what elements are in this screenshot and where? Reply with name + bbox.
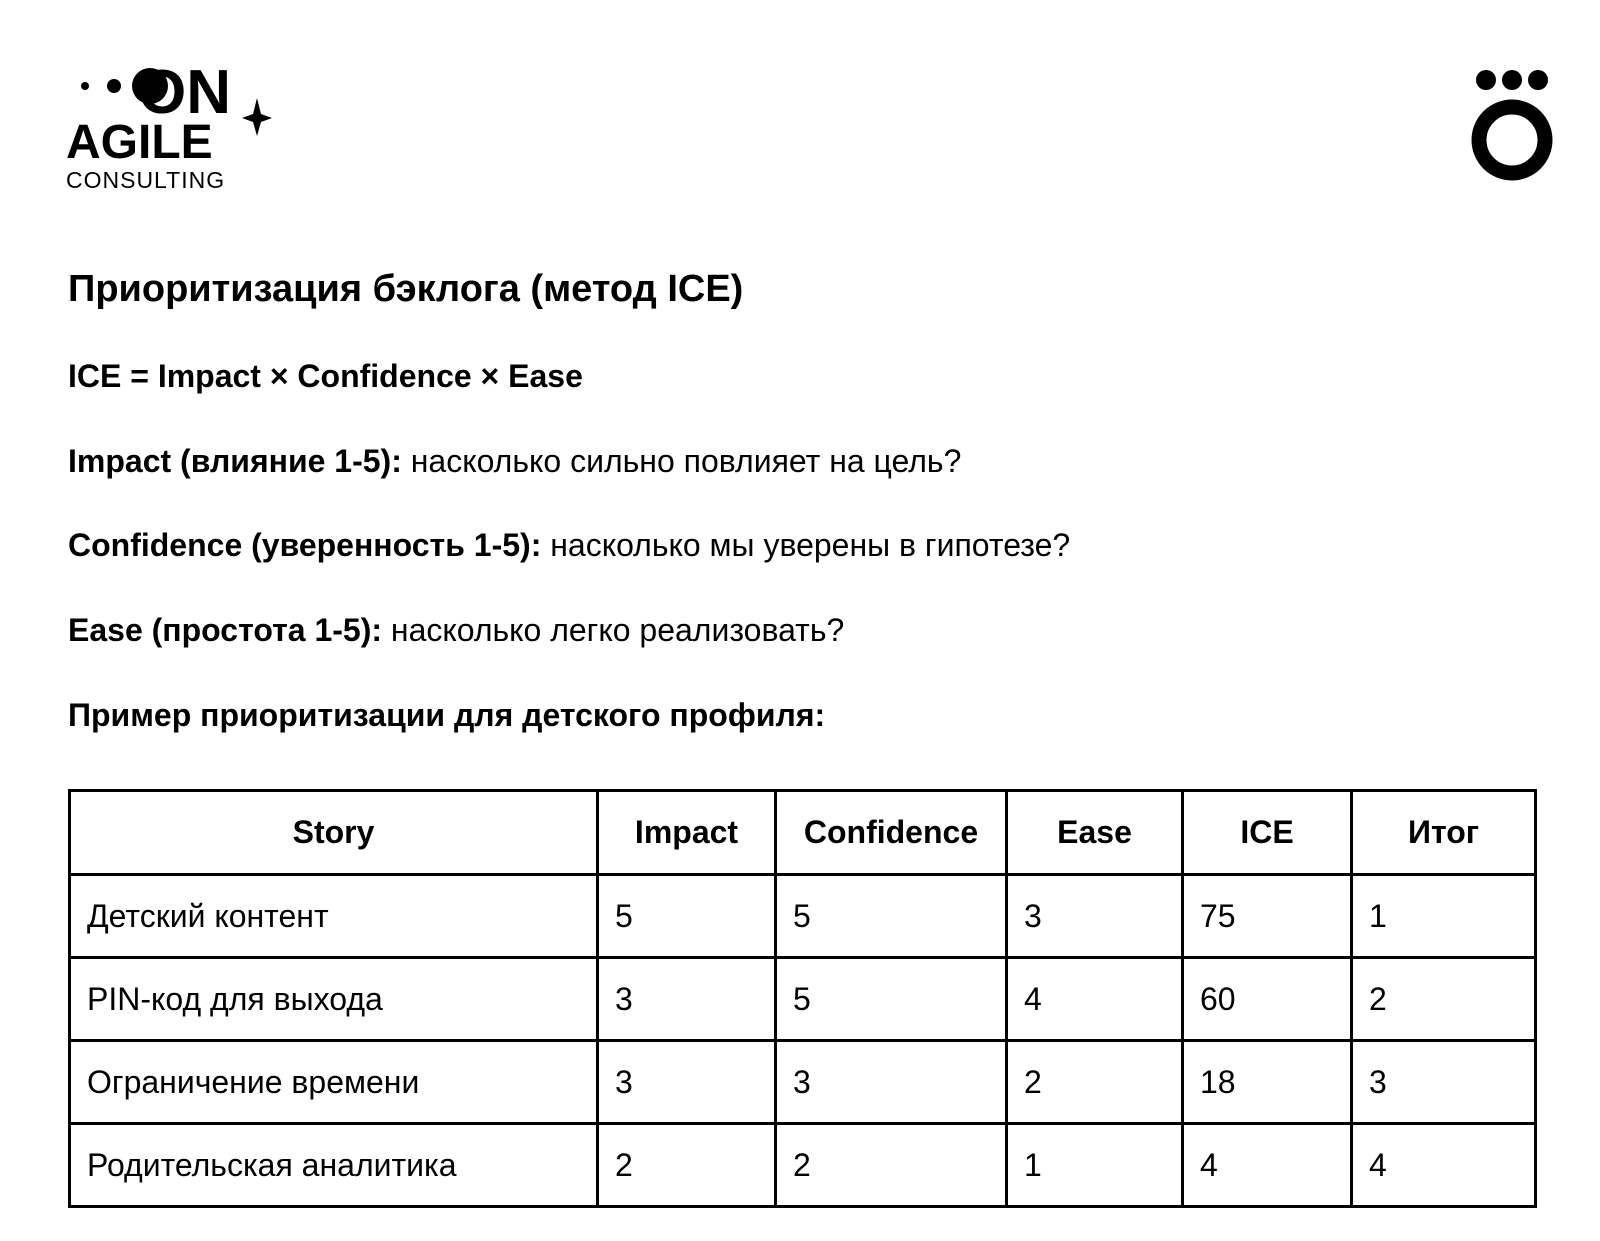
logo-consulting-word: CONSULTING [66, 167, 226, 193]
cell-impact: 5 [598, 875, 776, 958]
cell-result: 4 [1352, 1124, 1536, 1207]
cell-story: Ограничение времени [70, 1041, 598, 1124]
cell-story: Родительская аналитика [70, 1124, 598, 1207]
cell-confidence: 3 [776, 1041, 1007, 1124]
cell-ice: 18 [1183, 1041, 1352, 1124]
example-heading [68, 697, 825, 734]
cell-ice: 75 [1183, 875, 1352, 958]
cell-story: Детский контент [70, 875, 598, 958]
cell-ease: 4 [1007, 958, 1183, 1041]
cell-impact: 3 [598, 958, 776, 1041]
definition-text: насколько легко реализовать? [382, 612, 845, 648]
cell-story: PIN-код для выхода [70, 958, 598, 1041]
column-header-ice: ICE [1183, 791, 1352, 875]
cell-confidence: 5 [776, 875, 1007, 958]
table-row [70, 1124, 1536, 1207]
table-row [70, 875, 1536, 958]
column-header-story: Story [70, 791, 598, 875]
definition-text: насколько мы уверены в гипотезе? [541, 527, 1071, 563]
cell-confidence: 2 [776, 1124, 1007, 1207]
logo-agile-word: AGILE [66, 116, 213, 169]
logo-on-mark: ON [138, 58, 231, 127]
definition-confidence [68, 527, 1070, 564]
cell-ease: 1 [1007, 1124, 1183, 1207]
cell-ease: 3 [1007, 875, 1183, 958]
cell-ice: 60 [1183, 958, 1352, 1041]
logo-dot-medium [107, 79, 121, 93]
column-header-result: Итог [1352, 791, 1536, 875]
column-header-confidence: Confidence [776, 791, 1007, 875]
logo-dot-left [1476, 70, 1496, 90]
cell-impact: 3 [598, 1041, 776, 1124]
o-umlaut-logo-icon [1470, 66, 1560, 184]
logo-dot-right [1528, 70, 1548, 90]
logo-dot-small [81, 82, 89, 90]
definition-ease [68, 612, 844, 649]
table-row [70, 1041, 1536, 1124]
table-row [70, 958, 1536, 1041]
column-header-ease: Ease [1007, 791, 1183, 875]
cell-result: 1 [1352, 875, 1536, 958]
logo-dot-middle [1502, 70, 1522, 90]
ice-formula-text: ICE = Impact × Confidence × Ease [68, 358, 583, 394]
definition-text: насколько сильно повлияет на цель? [401, 443, 962, 479]
cell-confidence: 5 [776, 958, 1007, 1041]
sparkle-icon [242, 98, 272, 136]
cell-result: 2 [1352, 958, 1536, 1041]
cell-impact: 2 [598, 1124, 776, 1207]
definition-term: Impact (влияние 1-5): [68, 443, 402, 479]
table-header-row [70, 791, 1536, 875]
ice-formula [68, 358, 583, 395]
logo-ring [1479, 107, 1545, 173]
cell-ice: 4 [1183, 1124, 1352, 1207]
page-title: Приоритизация бэклога (метод ICE) [68, 268, 744, 310]
cell-ease: 2 [1007, 1041, 1183, 1124]
definition-term: Confidence (уверенность 1-5): [68, 527, 542, 563]
column-header-impact: Impact [598, 791, 776, 875]
definition-term: Ease (простота 1-5): [68, 612, 382, 648]
example-heading-text: Пример приоритизации для детского профиля: [68, 697, 826, 733]
on-agile-consulting-logo [62, 58, 272, 198]
definition-impact [68, 443, 961, 480]
ice-prioritization-table [68, 789, 1537, 1208]
cell-result: 3 [1352, 1041, 1536, 1124]
